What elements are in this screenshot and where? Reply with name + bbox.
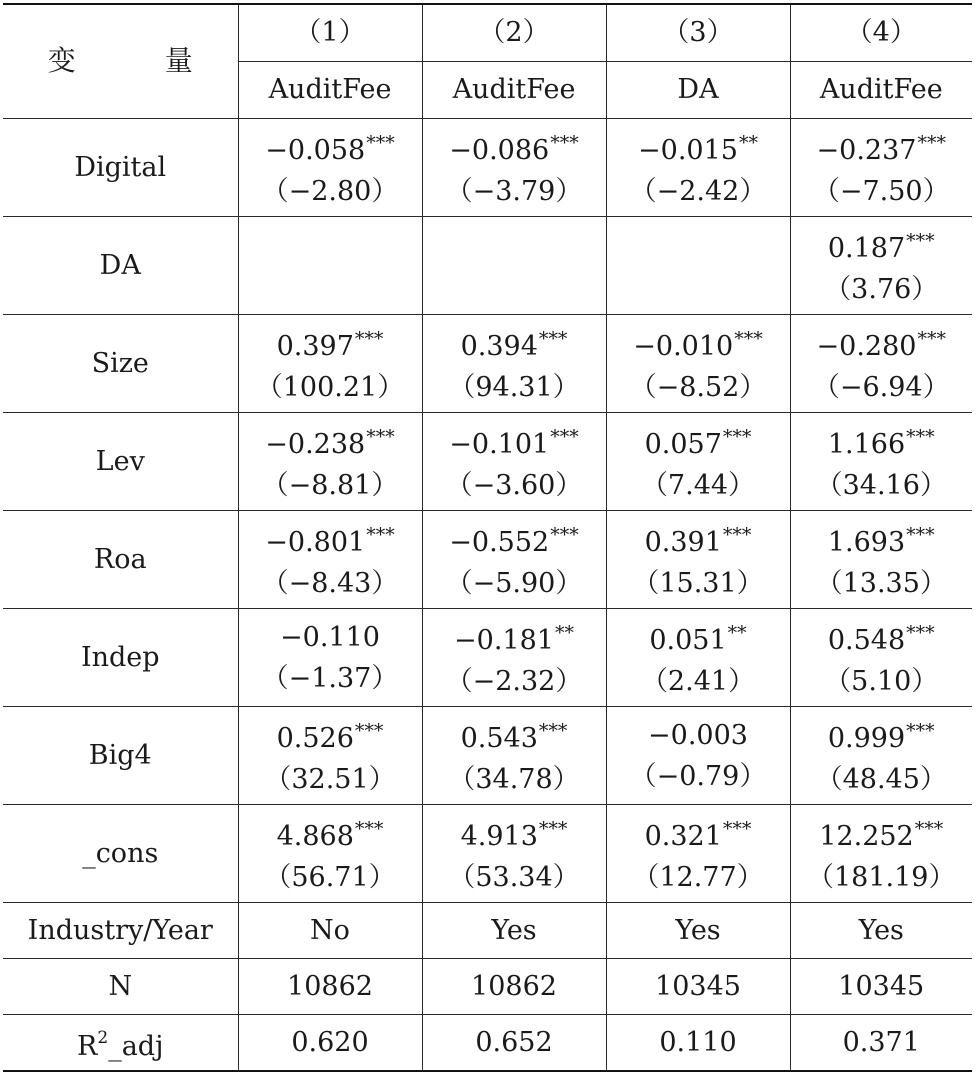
estimate-cell	[790, 119, 972, 217]
footer-value: 10862	[238, 959, 422, 1015]
coefficient: 12.252	[819, 821, 914, 852]
footer-value: Yes	[606, 903, 790, 959]
coefficient: −0.101	[449, 429, 550, 460]
coefficient-line	[791, 809, 973, 857]
coefficient: 4.913	[460, 821, 538, 852]
t-statistic: （12.77）	[632, 862, 764, 893]
coefficient: 0.543	[460, 723, 538, 754]
estimate-cell	[238, 119, 422, 217]
t-statistic: （−5.90）	[445, 568, 583, 599]
coefficient: 0.391	[644, 527, 722, 558]
estimate-cell	[422, 707, 606, 805]
significance-stars: **	[738, 132, 758, 154]
significance-stars: ***	[366, 426, 395, 448]
r-squared-prefix: R	[77, 1031, 98, 1062]
table-row	[3, 511, 972, 609]
t-statistic: （48.45）	[815, 764, 947, 795]
significance-stars: ***	[550, 426, 579, 448]
column-number: （4）	[790, 4, 972, 62]
coefficient-line	[791, 123, 973, 171]
coefficient: 4.868	[276, 821, 354, 852]
variable-header-cell	[3, 4, 238, 119]
t-statistic: （32.51）	[264, 764, 396, 795]
coefficient-line	[423, 319, 606, 367]
t-statistic: （5.10）	[824, 666, 939, 697]
estimate-cell	[606, 217, 790, 315]
coefficient-line	[239, 617, 422, 658]
coefficient-line	[791, 515, 973, 563]
significance-stars: ***	[914, 818, 944, 840]
t-statistic: （−8.43）	[261, 568, 399, 599]
coefficient-line	[239, 319, 422, 367]
coefficient-line	[423, 613, 606, 661]
footer-value: 0.371	[790, 1015, 972, 1072]
t-statistic: （−6.94）	[812, 372, 950, 403]
footer-value: 10345	[606, 959, 790, 1015]
coefficient: −0.238	[265, 429, 366, 460]
coefficient-line	[423, 123, 606, 171]
significance-stars: ***	[906, 230, 935, 252]
coefficient-line	[239, 123, 422, 171]
coefficient: 0.397	[276, 331, 354, 362]
regression-table	[3, 3, 972, 1072]
dependent-variable: AuditFee	[238, 62, 422, 119]
significance-stars: ***	[917, 132, 946, 154]
significance-stars: ***	[538, 720, 568, 742]
estimate-cell	[606, 119, 790, 217]
footer-row	[3, 1015, 972, 1072]
column-number: （2）	[422, 4, 606, 62]
estimate-cell	[606, 805, 790, 903]
estimate-cell	[238, 609, 422, 707]
dependent-variable: DA	[606, 62, 790, 119]
coefficient: 0.526	[276, 723, 354, 754]
t-statistic: （−8.52）	[629, 372, 767, 403]
variable-name: Digital	[3, 119, 238, 217]
table-row	[3, 119, 972, 217]
coefficient: 0.394	[460, 331, 538, 362]
coefficient-line	[239, 515, 422, 563]
t-statistic: （181.19）	[807, 862, 956, 893]
estimate-cell	[422, 315, 606, 413]
coefficient: −0.058	[265, 135, 366, 166]
significance-stars: ***	[722, 524, 752, 546]
variable-name: Big4	[3, 707, 238, 805]
estimate-cell	[606, 315, 790, 413]
coefficient: −0.010	[633, 331, 734, 362]
table-row	[3, 609, 972, 707]
estimate-cell	[238, 413, 422, 511]
coefficient: 0.999	[827, 723, 906, 754]
estimate-cell	[790, 217, 972, 315]
r-squared-exponent: 2	[97, 1028, 109, 1048]
significance-stars: ***	[538, 818, 568, 840]
significance-stars: ***	[906, 720, 935, 742]
significance-stars: ***	[906, 622, 935, 644]
t-statistic: （−2.42）	[629, 176, 767, 207]
footer-value: Yes	[422, 903, 606, 959]
significance-stars: ***	[906, 426, 935, 448]
estimate-cell	[238, 217, 422, 315]
significance-stars: ***	[722, 426, 752, 448]
footer-value: 0.620	[238, 1015, 422, 1072]
footer-row	[3, 959, 972, 1015]
t-statistic: （13.35）	[815, 568, 947, 599]
t-statistic: （−2.80）	[261, 176, 399, 207]
dependent-variable: AuditFee	[422, 62, 606, 119]
coefficient-line	[239, 417, 422, 465]
t-statistic: （34.16）	[815, 470, 947, 501]
t-statistic: （56.71）	[264, 862, 396, 893]
coefficient: −0.801	[265, 527, 366, 558]
variable-name: Lev	[3, 413, 238, 511]
footer-value: 10862	[422, 959, 606, 1015]
significance-stars: ***	[722, 818, 752, 840]
significance-stars: ***	[354, 720, 384, 742]
t-statistic: （−1.37）	[261, 662, 399, 694]
coefficient-line	[607, 715, 790, 756]
coefficient: 0.321	[644, 821, 722, 852]
estimate-cell	[790, 511, 972, 609]
coefficient-line	[791, 613, 973, 661]
table-row	[3, 315, 972, 413]
t-statistic: （100.21）	[255, 372, 405, 403]
variable-name: DA	[3, 217, 238, 315]
table-row	[3, 413, 972, 511]
footer-label	[3, 1015, 238, 1072]
significance-stars: ***	[354, 328, 384, 350]
footer-value: 0.110	[606, 1015, 790, 1072]
footer-value: No	[238, 903, 422, 959]
t-statistic: （−2.32）	[445, 666, 583, 697]
coefficient: −0.015	[638, 135, 738, 166]
estimate-cell	[606, 609, 790, 707]
estimate-cell	[790, 805, 972, 903]
column-number: （3）	[606, 4, 790, 62]
estimate-cell	[238, 805, 422, 903]
coefficient-line	[791, 319, 973, 367]
t-statistic: （53.34）	[448, 862, 580, 893]
coefficient: 0.057	[644, 429, 722, 460]
estimate-cell	[606, 511, 790, 609]
significance-stars: ***	[354, 818, 384, 840]
coefficient-line	[607, 809, 790, 857]
estimate-cell	[790, 707, 972, 805]
coefficient-line	[423, 711, 606, 759]
coefficient-line	[607, 417, 790, 465]
estimate-cell	[606, 707, 790, 805]
significance-stars: ***	[538, 328, 568, 350]
t-statistic: （34.78）	[448, 764, 580, 795]
coefficient-line	[791, 417, 973, 465]
coefficient-line	[423, 515, 606, 563]
t-statistic: （−3.79）	[445, 176, 583, 207]
coefficient: 1.166	[827, 429, 906, 460]
estimate-cell	[238, 315, 422, 413]
estimate-cell	[790, 315, 972, 413]
t-statistic: （15.31）	[632, 568, 764, 599]
footer-label: N	[3, 959, 238, 1015]
coefficient-line	[607, 319, 790, 367]
estimate-cell	[790, 609, 972, 707]
coefficient: 0.548	[827, 625, 906, 656]
coefficient-line	[239, 711, 422, 759]
coefficient: 0.187	[827, 233, 906, 264]
significance-stars: ***	[906, 524, 935, 546]
significance-stars: ***	[550, 524, 579, 546]
table-row	[3, 805, 972, 903]
footer-value: 0.652	[422, 1015, 606, 1072]
coefficient-line	[423, 809, 606, 857]
t-statistic: （94.31）	[448, 372, 580, 403]
footer-label: Industry/Year	[3, 903, 238, 959]
variable-name: Indep	[3, 609, 238, 707]
t-statistic: （3.76）	[824, 274, 939, 305]
coefficient-line	[607, 613, 790, 661]
t-statistic: （7.44）	[640, 470, 756, 501]
t-statistic: （−0.79）	[629, 760, 767, 792]
footer-row	[3, 903, 972, 959]
coefficient: −0.552	[449, 527, 550, 558]
significance-stars: ***	[734, 328, 763, 350]
t-statistic: （2.41）	[640, 666, 756, 697]
t-statistic: （−7.50）	[812, 176, 950, 207]
estimate-cell	[422, 413, 606, 511]
t-statistic: （−3.60）	[445, 470, 583, 501]
coefficient: −0.181	[454, 625, 554, 656]
variable-name: Roa	[3, 511, 238, 609]
estimate-cell	[422, 217, 606, 315]
estimate-cell	[422, 609, 606, 707]
column-number: （1）	[238, 4, 422, 62]
estimate-cell	[238, 707, 422, 805]
coefficient-line	[239, 809, 422, 857]
r-squared-suffix: _adj	[108, 1031, 164, 1062]
estimate-cell	[790, 413, 972, 511]
coefficient-line	[423, 417, 606, 465]
coefficient: −0.237	[816, 135, 917, 166]
variable-header-label: 变 量	[47, 44, 233, 77]
header-row-numbers	[3, 4, 972, 62]
variable-name: _cons	[3, 805, 238, 903]
estimate-cell	[422, 119, 606, 217]
coefficient: −0.086	[449, 135, 550, 166]
estimate-cell	[422, 511, 606, 609]
significance-stars: **	[554, 622, 574, 644]
footer-value: 10345	[790, 959, 972, 1015]
footer-value: Yes	[790, 903, 972, 959]
t-statistic: （−8.81）	[261, 470, 399, 501]
coefficient: −0.280	[816, 331, 917, 362]
significance-stars: **	[727, 622, 747, 644]
table-row	[3, 217, 972, 315]
table-row	[3, 707, 972, 805]
estimate-cell	[422, 805, 606, 903]
coefficient: 1.693	[827, 527, 906, 558]
estimate-cell	[238, 511, 422, 609]
coefficient-line	[607, 515, 790, 563]
significance-stars: ***	[366, 132, 395, 154]
coefficient: −0.003	[648, 719, 748, 751]
coefficient-line	[607, 123, 790, 171]
significance-stars: ***	[366, 524, 395, 546]
coefficient: −0.110	[280, 621, 380, 653]
significance-stars: ***	[550, 132, 579, 154]
coefficient: 0.051	[649, 625, 727, 656]
estimate-cell	[606, 413, 790, 511]
coefficient-line	[791, 221, 973, 269]
coefficient-line	[791, 711, 973, 759]
dependent-variable: AuditFee	[790, 62, 972, 119]
variable-name: Size	[3, 315, 238, 413]
significance-stars: ***	[917, 328, 946, 350]
